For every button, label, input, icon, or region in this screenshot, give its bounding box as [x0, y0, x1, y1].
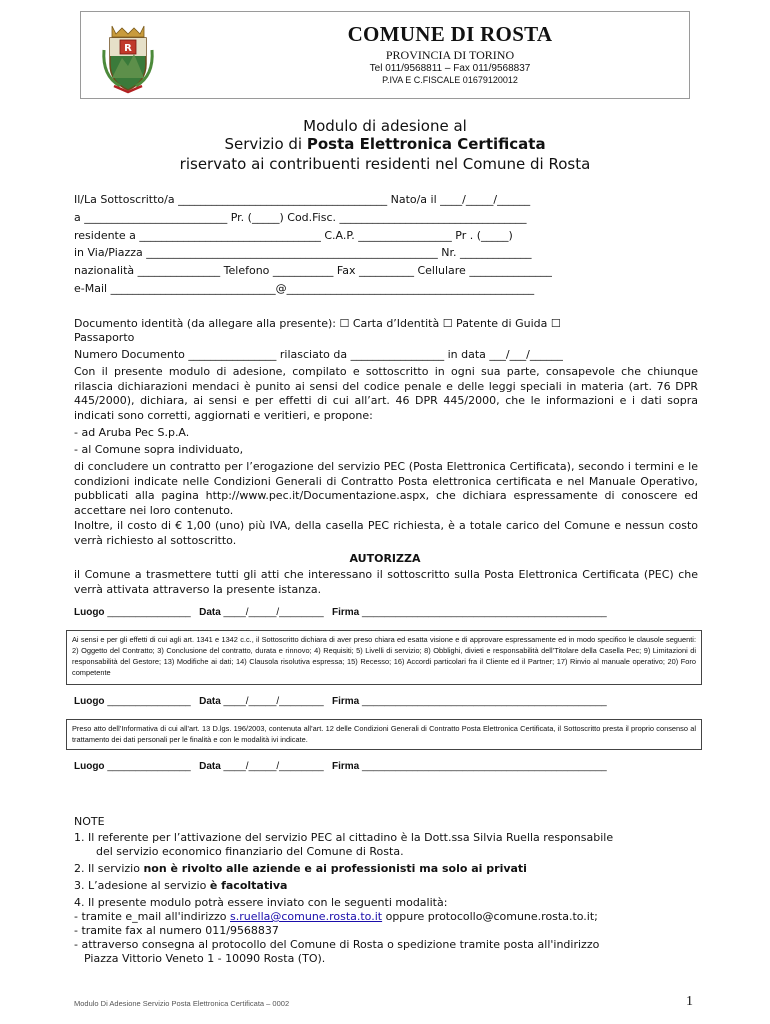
signature-row-2[interactable] — [74, 696, 698, 707]
form-title-prefix: Servizio di — [224, 135, 307, 153]
form-title-line1: Modulo di adesione al — [303, 117, 467, 135]
province-name: PROVINCIA DI TORINO — [385, 48, 515, 62]
vat-code: P.IVA E C.FISCALE 01679120012 — [382, 75, 518, 85]
firma-label: Firma — [332, 607, 360, 618]
footer-text: Modulo Di Adesione Servizio Posta Elettronica Certificata – 0002 — [74, 999, 290, 1008]
note-3 — [74, 879, 698, 893]
method-post-address: Piazza Vittorio Veneto 1 - 10090 Rosta (TO). — [84, 952, 326, 965]
field-line-street[interactable]: in Via/Piazza _____________________________________________________ Nr. _____________ — [74, 246, 532, 259]
authorize-heading: AUTORIZZA — [349, 552, 421, 565]
luogo-label: Luogo — [74, 696, 105, 707]
declaration-paragraph: Con il presente modulo di adesione, compilato e sottoscritto in ogni sua parte, consapevole che chiunque rilascia dichiarazioni mendaci è punito ai sensi del codice penale e delle leggi speciali in materia (art. 76 DPR 445/2000), dichiara, ai sensi e per effetti di cui all’art. 46 DPR 445/2000, che le informazioni e i dati sopra indicati sono corretti, aggiornati e veritieri, e propone: — [74, 365, 698, 422]
phone-fax: Tel 011/9568811 – Fax 011/9568837 — [369, 63, 531, 74]
luogo-blank[interactable]: _______________ — [104, 761, 191, 772]
data-label: Data — [199, 607, 221, 618]
note-2-bold: non è rivolto alle aziende e ai professionisti ma solo ai privati — [143, 862, 527, 875]
field-line-email[interactable]: e-Mail ______________________________@_____________________________________________ — [74, 282, 535, 295]
luogo-label: Luogo — [74, 761, 105, 772]
field-line-residence[interactable]: residente a _________________________________ C.A.P. _________________ Pr . (_____) — [74, 229, 513, 242]
method-post: - attraverso consegna al protocollo del Comune di Rosta o spedizione tramite posta all'indirizzo — [74, 938, 600, 951]
firma-blank[interactable]: ____________________________________________ — [359, 696, 607, 707]
cost-paragraph: Inoltre, il costo di € 1,00 (uno) più IVA, della casella PEC richiesta, è a totale carico del Comune e nessun costo verrà richiesto al sottoscritto. — [74, 519, 698, 547]
note-2-prefix: 2. Il servizio — [74, 862, 144, 875]
note-4: 4. Il presente modulo potrà essere inviato con le seguenti modalità: — [74, 896, 448, 909]
data-blank[interactable]: ____/_____/________ — [220, 696, 324, 707]
method-email — [74, 910, 698, 924]
contract-paragraph: di concludere un contratto per l’erogazione del servizio PEC (Posta Elettronica Certificata), secondo i termini e le condizioni indicate nelle Condizioni Generali di Contratto Posta elettronica certificata e nel Manuale Operativo, pubblicati alla pagina http://www.pec.it/Documentazione.aspx, che dichiara espressamente di conoscere ed accettare nei loro contenuto. — [74, 460, 698, 517]
town-crest-icon — [100, 20, 156, 94]
data-blank[interactable]: ____/_____/________ — [220, 607, 324, 618]
form-title-bold: Posta Elettronica Certificata — [306, 135, 546, 153]
data-label: Data — [199, 696, 221, 707]
crest-letter: R — [124, 43, 132, 54]
document-type-line2: Passaporto — [74, 331, 135, 344]
note-3-prefix: 3. L’adesione al servizio — [74, 879, 210, 892]
privacy-box: Preso atto dell’Informativa di cui all’art. 13 D.lgs. 196/2003, contenuta all’art. 12 delle Condizioni Generali di Contratto Posta Elettronica Certificata, il Sottoscritto presta il proprio consenso al trattamento dei dati personali per le finalità e con le modalità ivi indicate. — [66, 719, 702, 750]
field-line-name[interactable]: Il/La Sottoscritto/a ______________________________________ Nato/a il ____/_____/______ — [74, 193, 531, 206]
firma-label: Firma — [332, 696, 360, 707]
form-title-line3: riservato ai contribuenti residenti nel Comune di Rosta — [179, 155, 591, 173]
firma-blank[interactable]: ____________________________________________ — [359, 607, 607, 618]
note-1-cont: del servizio economico finanziario del Comune di Rosta. — [96, 845, 404, 858]
proposal-comune: - al Comune sopra individuato, — [74, 443, 244, 456]
note-3-bold: è facoltativa — [209, 879, 288, 892]
method-email-prefix: - tramite e_mail all'indirizzo — [74, 910, 231, 923]
luogo-blank[interactable]: _______________ — [104, 696, 191, 707]
document-number-line[interactable]: Numero Documento ________________ rilasciato da _________________ in data ___/___/______ — [74, 348, 563, 361]
data-blank[interactable]: ____/_____/________ — [220, 761, 324, 772]
method-fax: - tramite fax al numero 011/9568837 — [74, 924, 279, 937]
note-1: 1. Il referente per l’attivazione del servizio PEC al cittadino è la Dott.ssa Silvia Ruella responsabile — [74, 831, 614, 844]
data-label: Data — [199, 761, 221, 772]
signature-row-1[interactable] — [74, 607, 698, 618]
firma-label: Firma — [332, 761, 360, 772]
method-email-suffix: oppure protocollo@comune.rosta.to.it; — [382, 910, 598, 923]
notes-heading: NOTE — [74, 815, 105, 828]
email-link[interactable]: s.ruella@comune.rosta.to.it — [230, 910, 383, 923]
signature-row-3[interactable] — [74, 761, 698, 772]
luogo-blank[interactable]: _______________ — [104, 607, 191, 618]
note-2 — [74, 862, 698, 876]
clauses-box: Ai sensi e per gli effetti di cui agli art. 1341 e 1342 c.c., il Sottoscritto dichiara di aver preso chiara ed esatta visione e di approvare espressamente ed in modo specifico le clausole seguenti: 2) Oggetto del Contratto; 3) Conclusione del contratto, durata e rinnovo; 4) Requisiti; 5) Livelli di servizio; 8) Obblighi, divieti e responsabilità dell’Titolare della Casella Pec; 9) Limitazioni di responsabilità del Gestore; 13) Modifiche ai dati; 14) Clausola risolutiva espressa; 15) Recesso; 16) Accordi particolari fra il Cliente ed il Partner; 17) Rinvio al manuale operativo; 20) Foro competente — [66, 630, 702, 685]
luogo-label: Luogo — [74, 607, 105, 618]
town-name: COMUNE DI ROSTA — [347, 22, 553, 46]
authorize-paragraph: il Comune a trasmettere tutti gli atti che interessano il sottoscritto sulla Posta Elettronica Certificata (PEC) che verrà attivata attraverso la presente istanza. — [74, 568, 698, 596]
firma-blank[interactable]: ____________________________________________ — [359, 761, 607, 772]
field-line-birthplace[interactable]: a __________________________ Pr. (_____) Cod.Fisc. __________________________________ — [74, 211, 527, 224]
page-number: 1 — [686, 994, 693, 1009]
field-line-contacts[interactable]: nazionalità _______________ Telefono ___________ Fax __________ Cellulare _______________ — [74, 264, 552, 277]
proposal-aruba: - ad Aruba Pec S.p.A. — [74, 426, 190, 439]
document-type-line[interactable]: Documento identità (da allegare alla presente): ☐ Carta d’Identità ☐ Patente di Guida ☐ — [74, 317, 561, 330]
form-title-line2 — [0, 135, 770, 153]
